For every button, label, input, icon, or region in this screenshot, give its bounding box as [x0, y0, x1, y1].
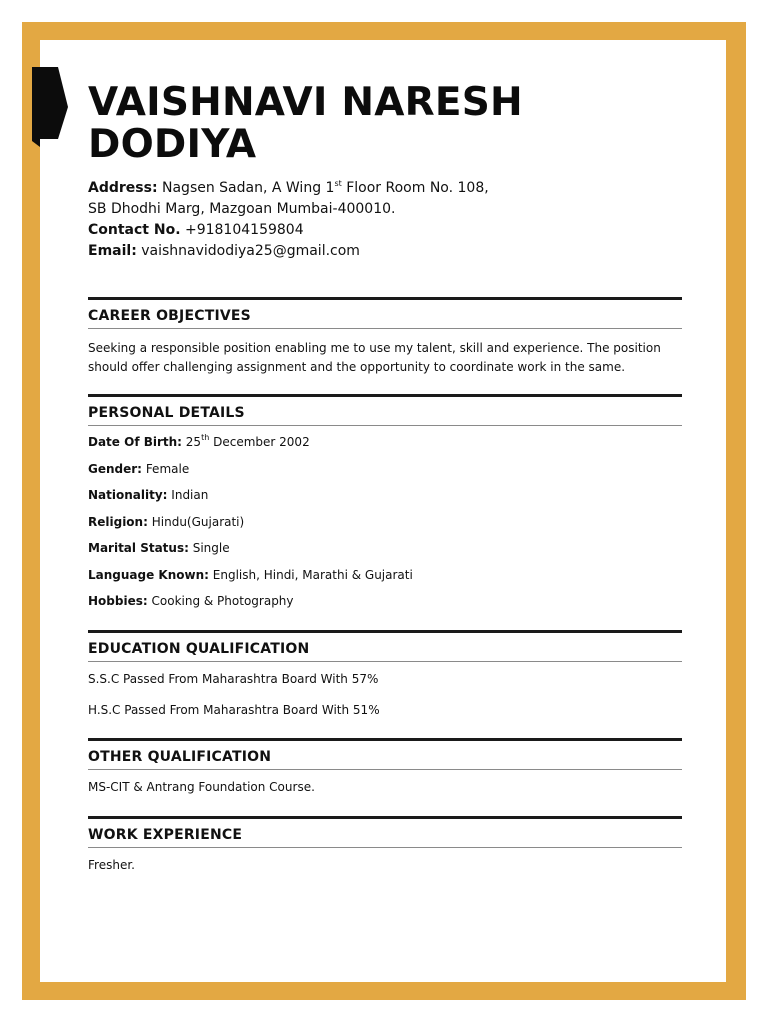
- section-body: [88, 770, 682, 794]
- dob-label: Date Of Birth:: [88, 435, 182, 449]
- address-line-1: [88, 178, 688, 199]
- section-title: EDUCATION QUALIFICATION: [88, 641, 310, 657]
- language-value: English, Hindi, Marathi & Gujarati: [212, 567, 413, 582]
- contact-line: [88, 220, 688, 241]
- marital-row: [88, 541, 682, 568]
- dob-superscript: th: [201, 433, 210, 442]
- nationality-value: Indian: [171, 488, 209, 502]
- nationality-label: Nationality:: [88, 488, 168, 502]
- religion-row: [88, 515, 682, 542]
- section-rule: [88, 297, 682, 300]
- dob-rest: December 2002: [213, 435, 310, 449]
- candidate-name: [88, 82, 688, 166]
- email-line: [88, 241, 688, 262]
- address-line-2: SB Dhodhi Marg, Mazgoan Mumbai-400010.: [88, 201, 396, 217]
- section-body: [88, 662, 682, 734]
- dob-day: 25: [185, 435, 202, 449]
- section-title: PERSONAL DETAILS: [88, 405, 245, 421]
- section-title: OTHER QUALIFICATION: [88, 749, 272, 765]
- name-line-2: DODIYA: [88, 122, 257, 167]
- education-section: [88, 630, 682, 734]
- hobbies-row: [88, 594, 682, 621]
- other-qualification-text: MS-CIT & Antrang Foundation Course.: [88, 780, 315, 794]
- education-item: S.S.C Passed From Maharashtra Board With 57%: [88, 672, 379, 686]
- section-underline: [88, 328, 682, 329]
- section-title: CAREER OBJECTIVES: [88, 308, 251, 324]
- work-section: [88, 816, 682, 872]
- religion-value: Hindu(Gujarati): [151, 514, 245, 529]
- language-label: Language Known:: [88, 567, 209, 582]
- section-body: [88, 848, 682, 872]
- language-row: [88, 568, 682, 595]
- career-objective-text: Seeking a responsible position enabling me to use my talent, skill and experience. The position should offer challenging assignment and the opportunity to coordinate work in the same.: [88, 341, 661, 374]
- career-section: [88, 297, 682, 377]
- address-value-1-rest: Floor Room No. 108,: [346, 180, 489, 196]
- address-value-1: Nagsen Sadan, A Wing 1: [162, 180, 335, 196]
- hobbies-value: Cooking & Photography: [151, 594, 294, 608]
- personal-section: [88, 394, 682, 621]
- hobbies-label: Hobbies:: [88, 594, 148, 608]
- section-body: [88, 339, 682, 377]
- section-title: WORK EXPERIENCE: [88, 827, 243, 843]
- religion-label: Religion:: [88, 514, 148, 529]
- education-item: H.S.C Passed From Maharashtra Board With 51%: [88, 703, 380, 717]
- section-body: [88, 426, 682, 621]
- marital-value: Single: [192, 541, 230, 555]
- contact-value: +918104159804: [184, 222, 304, 238]
- gender-label: Gender:: [88, 461, 142, 476]
- address-superscript: st: [334, 179, 342, 188]
- section-rule: [88, 630, 682, 633]
- contact-block: [88, 178, 688, 262]
- email-label: Email:: [88, 243, 137, 259]
- section-rule: [88, 816, 682, 819]
- dob-row: [88, 435, 682, 462]
- nationality-row: [88, 488, 682, 515]
- section-rule: [88, 394, 682, 397]
- marital-label: Marital Status:: [88, 541, 189, 555]
- gender-row: [88, 462, 682, 489]
- gender-value: Female: [145, 461, 190, 476]
- bookmark-tab-icon: [32, 67, 68, 147]
- email-value: vaishnavidodiya25@gmail.com: [141, 243, 360, 259]
- contact-label: Contact No.: [88, 222, 181, 238]
- work-experience-text: Fresher.: [88, 858, 135, 872]
- other-section: [88, 738, 682, 794]
- section-rule: [88, 738, 682, 741]
- address-label: Address:: [88, 180, 158, 196]
- name-line-1: VAISHNAVI NARESH: [88, 80, 523, 125]
